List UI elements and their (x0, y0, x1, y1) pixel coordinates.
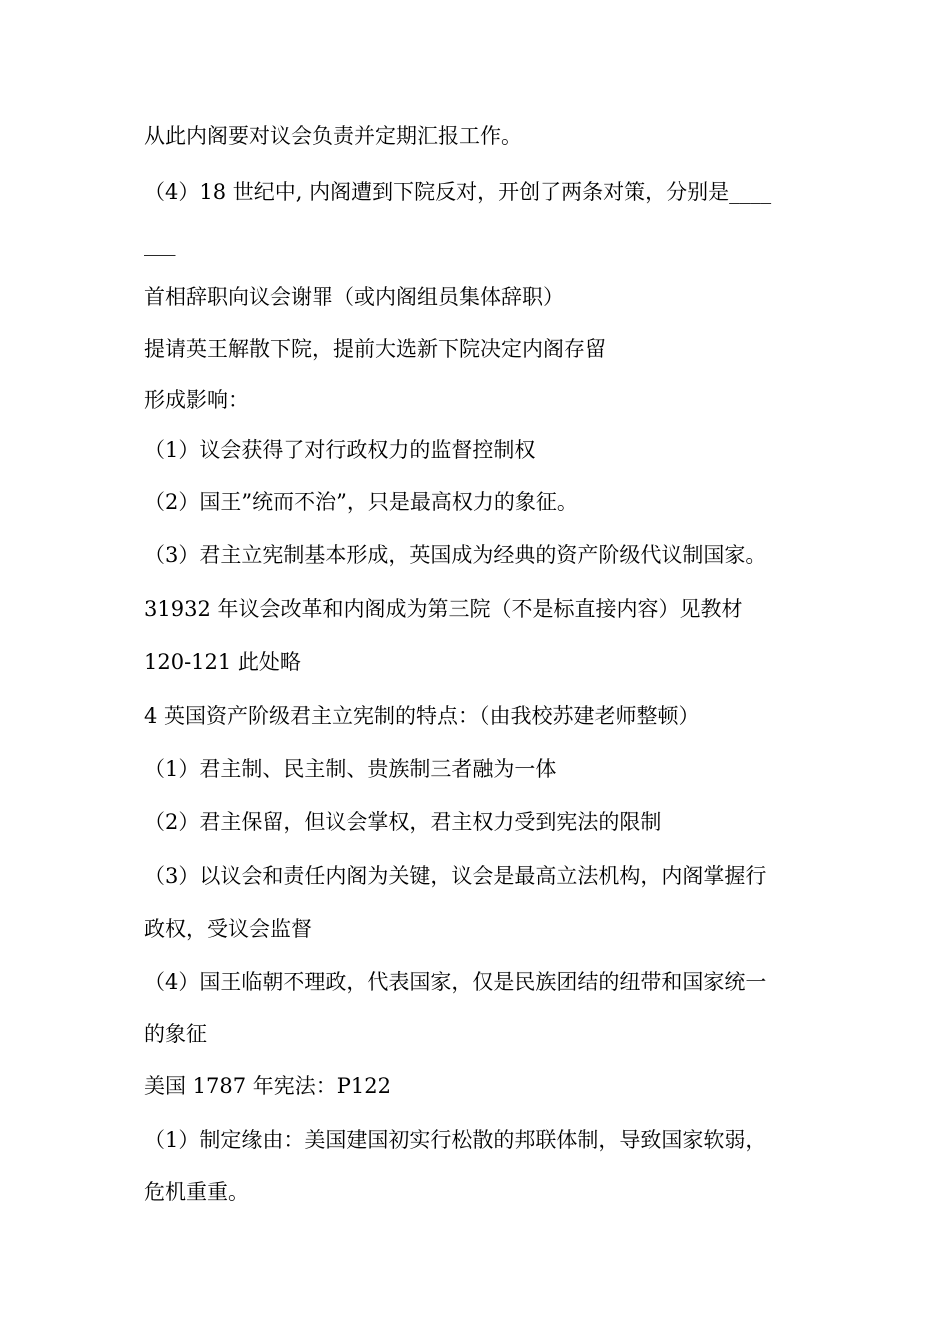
text-line: 首相辞职向议会谢罪（或内阁组员集体辞职） (144, 285, 564, 309)
text-line: （1）君主制、民主制、贵族制三者融为一体 (144, 757, 557, 781)
text-line: （1）制定缘由：美国建国初实行松散的邦联体制，导致国家软弱， (144, 1128, 767, 1152)
text-line: 形成影响： (144, 388, 249, 412)
text-line: （2）君主保留，但议会掌权，君主权力受到宪法的限制 (144, 810, 662, 834)
text-line: （3）以议会和责任内阁为关键，议会是最高立法机构，内阁掌握行 (144, 864, 767, 888)
text-line: 政权，受议会监督 (144, 917, 312, 941)
text-line: 危机重重。 (144, 1180, 249, 1204)
text-line: 的象征 (144, 1022, 207, 1046)
text-line: （4）18 世纪中, 内阁遭到下院反对，开创了两条对策，分别是____ (144, 180, 772, 204)
text-line: 4 英国资产阶级君主立宪制的特点：（由我校苏建老师整顿） (144, 704, 700, 728)
text-line: （2）国王”统而不治”，只是最高权力的象征。 (144, 490, 578, 514)
text-line: ___ (144, 232, 176, 256)
text-line: 从此内阁要对议会负责并定期汇报工作。 (144, 124, 522, 148)
text-line: 120-121 此处略 (144, 650, 301, 674)
text-line: 美国 1787 年宪法：P122 (144, 1074, 392, 1098)
text-line: 31932 年议会改革和内阁成为第三院（不是标直接内容）见教材 (144, 597, 743, 621)
text-line: 提请英王解散下院，提前大选新下院决定内阁存留 (144, 337, 606, 361)
text-line: （4）国王临朝不理政，代表国家，仅是民族团结的纽带和国家统一 (144, 970, 767, 994)
text-line: （1）议会获得了对行政权力的监督控制权 (144, 438, 536, 462)
text-line: （3）君主立宪制基本形成，英国成为经典的资产阶级代议制国家。 (144, 543, 767, 567)
